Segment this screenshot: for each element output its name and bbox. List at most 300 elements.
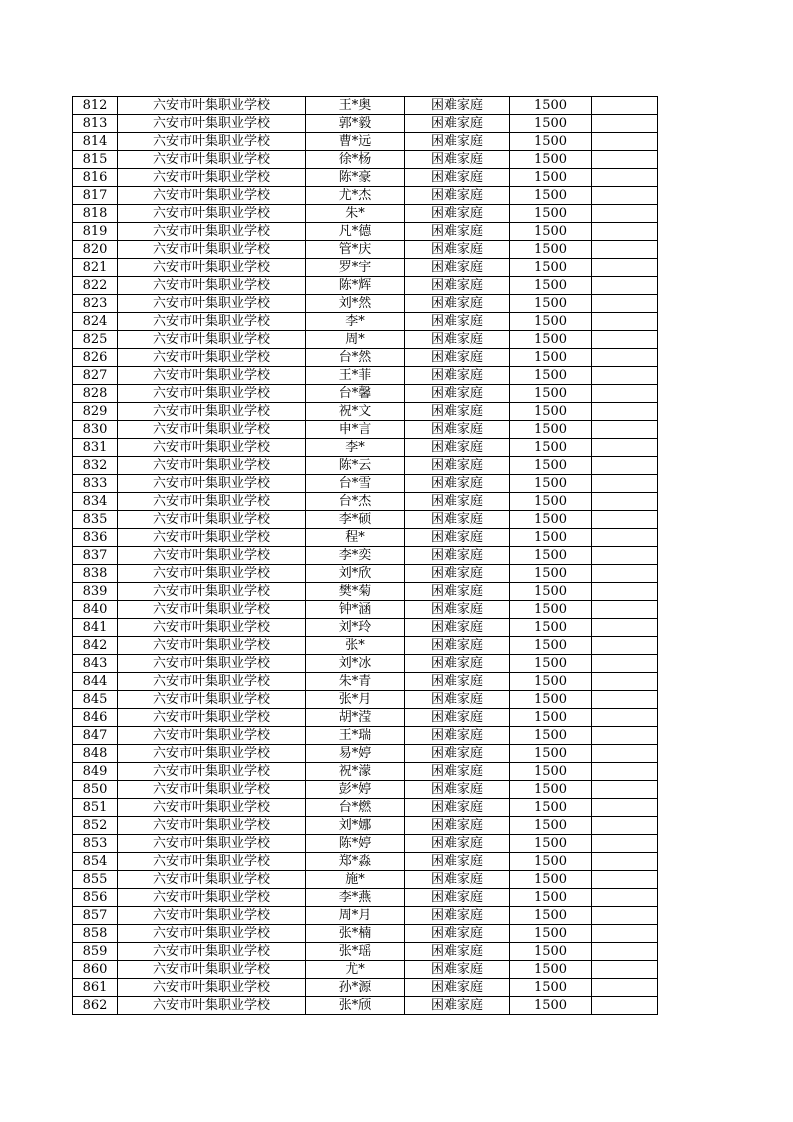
- student-name-cell: 张*月: [306, 691, 405, 709]
- note-cell: [592, 871, 658, 889]
- category-cell: 困难家庭: [405, 493, 510, 511]
- student-name-cell: 刘*玲: [306, 619, 405, 637]
- amount-cell: 1500: [510, 169, 592, 187]
- amount-cell: 1500: [510, 889, 592, 907]
- amount-cell: 1500: [510, 961, 592, 979]
- school-cell: 六安市叶集职业学校: [118, 889, 306, 907]
- note-cell: [592, 421, 658, 439]
- amount-cell: 1500: [510, 763, 592, 781]
- student-name-cell: 朱*: [306, 205, 405, 223]
- table-row: [73, 295, 658, 313]
- note-cell: [592, 115, 658, 133]
- amount-cell: 1500: [510, 277, 592, 295]
- table-row: [73, 709, 658, 727]
- note-cell: [592, 637, 658, 655]
- note-cell: [592, 133, 658, 151]
- student-name-cell: 刘*然: [306, 295, 405, 313]
- school-cell: 六安市叶集职业学校: [118, 115, 306, 133]
- school-cell: 六安市叶集职业学校: [118, 493, 306, 511]
- row-number-cell: 824: [73, 313, 118, 331]
- amount-cell: 1500: [510, 637, 592, 655]
- school-cell: 六安市叶集职业学校: [118, 97, 306, 115]
- row-number-cell: 838: [73, 565, 118, 583]
- amount-cell: 1500: [510, 853, 592, 871]
- row-number-cell: 834: [73, 493, 118, 511]
- student-name-cell: 彭*婷: [306, 781, 405, 799]
- table-row: [73, 529, 658, 547]
- table-row: [73, 817, 658, 835]
- category-cell: 困难家庭: [405, 619, 510, 637]
- school-cell: 六安市叶集职业学校: [118, 853, 306, 871]
- student-name-cell: 尤*: [306, 961, 405, 979]
- amount-cell: 1500: [510, 799, 592, 817]
- table-row: [73, 439, 658, 457]
- amount-cell: 1500: [510, 691, 592, 709]
- row-number-cell: 854: [73, 853, 118, 871]
- table-row: [73, 277, 658, 295]
- note-cell: [592, 673, 658, 691]
- table-row: [73, 421, 658, 439]
- school-cell: 六安市叶集职业学校: [118, 961, 306, 979]
- category-cell: 困难家庭: [405, 529, 510, 547]
- amount-cell: 1500: [510, 403, 592, 421]
- row-number-cell: 841: [73, 619, 118, 637]
- student-name-cell: 台*雪: [306, 475, 405, 493]
- row-number-cell: 829: [73, 403, 118, 421]
- category-cell: 困难家庭: [405, 511, 510, 529]
- student-name-cell: 王*菲: [306, 367, 405, 385]
- category-cell: 困难家庭: [405, 745, 510, 763]
- student-name-cell: 胡*滢: [306, 709, 405, 727]
- note-cell: [592, 259, 658, 277]
- category-cell: 困难家庭: [405, 349, 510, 367]
- student-name-cell: 徐*杨: [306, 151, 405, 169]
- row-number-cell: 821: [73, 259, 118, 277]
- amount-cell: 1500: [510, 385, 592, 403]
- table-row: [73, 205, 658, 223]
- row-number-cell: 817: [73, 187, 118, 205]
- amount-cell: 1500: [510, 565, 592, 583]
- student-name-cell: 台*杰: [306, 493, 405, 511]
- row-number-cell: 826: [73, 349, 118, 367]
- row-number-cell: 825: [73, 331, 118, 349]
- category-cell: 困难家庭: [405, 421, 510, 439]
- amount-cell: 1500: [510, 97, 592, 115]
- row-number-cell: 828: [73, 385, 118, 403]
- row-number-cell: 815: [73, 151, 118, 169]
- category-cell: 困难家庭: [405, 691, 510, 709]
- student-name-cell: 尤*杰: [306, 187, 405, 205]
- row-number-cell: 822: [73, 277, 118, 295]
- row-number-cell: 862: [73, 997, 118, 1015]
- category-cell: 困难家庭: [405, 853, 510, 871]
- amount-cell: 1500: [510, 619, 592, 637]
- school-cell: 六安市叶集职业学校: [118, 817, 306, 835]
- table-row: [73, 583, 658, 601]
- note-cell: [592, 889, 658, 907]
- category-cell: 困难家庭: [405, 295, 510, 313]
- school-cell: 六安市叶集职业学校: [118, 979, 306, 997]
- school-cell: 六安市叶集职业学校: [118, 691, 306, 709]
- table-row: [73, 997, 658, 1015]
- row-number-cell: 861: [73, 979, 118, 997]
- school-cell: 六安市叶集职业学校: [118, 925, 306, 943]
- note-cell: [592, 529, 658, 547]
- school-cell: 六安市叶集职业学校: [118, 745, 306, 763]
- school-cell: 六安市叶集职业学校: [118, 475, 306, 493]
- table-row: [73, 457, 658, 475]
- amount-cell: 1500: [510, 727, 592, 745]
- category-cell: 困难家庭: [405, 331, 510, 349]
- table-row: [73, 799, 658, 817]
- table-row: [73, 727, 658, 745]
- amount-cell: 1500: [510, 493, 592, 511]
- student-name-cell: 陈*辉: [306, 277, 405, 295]
- school-cell: 六安市叶集职业学校: [118, 511, 306, 529]
- table-body: [73, 97, 658, 1015]
- school-cell: 六安市叶集职业学校: [118, 727, 306, 745]
- student-name-cell: 刘*娜: [306, 817, 405, 835]
- category-cell: 困难家庭: [405, 97, 510, 115]
- note-cell: [592, 745, 658, 763]
- category-cell: 困难家庭: [405, 277, 510, 295]
- row-number-cell: 835: [73, 511, 118, 529]
- student-name-cell: 李*燕: [306, 889, 405, 907]
- student-name-cell: 陈*豪: [306, 169, 405, 187]
- row-number-cell: 844: [73, 673, 118, 691]
- note-cell: [592, 313, 658, 331]
- school-cell: 六安市叶集职业学校: [118, 637, 306, 655]
- school-cell: 六安市叶集职业学校: [118, 763, 306, 781]
- category-cell: 困难家庭: [405, 997, 510, 1015]
- student-name-cell: 申*言: [306, 421, 405, 439]
- table-row: [73, 871, 658, 889]
- amount-cell: 1500: [510, 529, 592, 547]
- row-number-cell: 827: [73, 367, 118, 385]
- category-cell: 困难家庭: [405, 169, 510, 187]
- amount-cell: 1500: [510, 205, 592, 223]
- category-cell: 困难家庭: [405, 727, 510, 745]
- amount-cell: 1500: [510, 655, 592, 673]
- category-cell: 困难家庭: [405, 475, 510, 493]
- category-cell: 困难家庭: [405, 187, 510, 205]
- category-cell: 困难家庭: [405, 979, 510, 997]
- amount-cell: 1500: [510, 223, 592, 241]
- student-name-cell: 张*楠: [306, 925, 405, 943]
- school-cell: 六安市叶集职业学校: [118, 529, 306, 547]
- subsidy-table: [72, 96, 658, 1015]
- category-cell: 困难家庭: [405, 205, 510, 223]
- note-cell: [592, 817, 658, 835]
- student-name-cell: 樊*菊: [306, 583, 405, 601]
- note-cell: [592, 547, 658, 565]
- row-number-cell: 839: [73, 583, 118, 601]
- table-row: [73, 655, 658, 673]
- table-row: [73, 313, 658, 331]
- student-name-cell: 张*瑶: [306, 943, 405, 961]
- row-number-cell: 850: [73, 781, 118, 799]
- school-cell: 六安市叶集职业学校: [118, 943, 306, 961]
- table-row: [73, 475, 658, 493]
- table-row: [73, 565, 658, 583]
- row-number-cell: 851: [73, 799, 118, 817]
- student-name-cell: 张*颀: [306, 997, 405, 1015]
- school-cell: 六安市叶集职业学校: [118, 457, 306, 475]
- student-name-cell: 李*: [306, 313, 405, 331]
- table-row: [73, 619, 658, 637]
- school-cell: 六安市叶集职业学校: [118, 835, 306, 853]
- school-cell: 六安市叶集职业学校: [118, 655, 306, 673]
- note-cell: [592, 619, 658, 637]
- note-cell: [592, 331, 658, 349]
- note-cell: [592, 799, 658, 817]
- table-row: [73, 691, 658, 709]
- category-cell: 困难家庭: [405, 871, 510, 889]
- amount-cell: 1500: [510, 781, 592, 799]
- row-number-cell: 845: [73, 691, 118, 709]
- table-row: [73, 97, 658, 115]
- note-cell: [592, 997, 658, 1015]
- note-cell: [592, 439, 658, 457]
- student-name-cell: 郑*淼: [306, 853, 405, 871]
- row-number-cell: 856: [73, 889, 118, 907]
- table-row: [73, 601, 658, 619]
- note-cell: [592, 853, 658, 871]
- table-row: [73, 511, 658, 529]
- category-cell: 困难家庭: [405, 115, 510, 133]
- note-cell: [592, 205, 658, 223]
- school-cell: 六安市叶集职业学校: [118, 547, 306, 565]
- note-cell: [592, 943, 658, 961]
- amount-cell: 1500: [510, 457, 592, 475]
- school-cell: 六安市叶集职业学校: [118, 295, 306, 313]
- amount-cell: 1500: [510, 439, 592, 457]
- note-cell: [592, 709, 658, 727]
- category-cell: 困难家庭: [405, 781, 510, 799]
- table-row: [73, 187, 658, 205]
- category-cell: 困难家庭: [405, 385, 510, 403]
- student-name-cell: 祝*濛: [306, 763, 405, 781]
- amount-cell: 1500: [510, 259, 592, 277]
- table-row: [73, 133, 658, 151]
- table-row: [73, 853, 658, 871]
- student-name-cell: 周*: [306, 331, 405, 349]
- row-number-cell: 816: [73, 169, 118, 187]
- amount-cell: 1500: [510, 709, 592, 727]
- amount-cell: 1500: [510, 295, 592, 313]
- student-name-cell: 王*奥: [306, 97, 405, 115]
- category-cell: 困难家庭: [405, 817, 510, 835]
- row-number-cell: 859: [73, 943, 118, 961]
- table-row: [73, 547, 658, 565]
- amount-cell: 1500: [510, 907, 592, 925]
- student-name-cell: 程*: [306, 529, 405, 547]
- category-cell: 困难家庭: [405, 889, 510, 907]
- category-cell: 困难家庭: [405, 547, 510, 565]
- school-cell: 六安市叶集职业学校: [118, 241, 306, 259]
- table-row: [73, 835, 658, 853]
- school-cell: 六安市叶集职业学校: [118, 331, 306, 349]
- school-cell: 六安市叶集职业学校: [118, 349, 306, 367]
- student-name-cell: 钟*涵: [306, 601, 405, 619]
- category-cell: 困难家庭: [405, 223, 510, 241]
- note-cell: [592, 367, 658, 385]
- amount-cell: 1500: [510, 997, 592, 1015]
- amount-cell: 1500: [510, 871, 592, 889]
- school-cell: 六安市叶集职业学校: [118, 277, 306, 295]
- category-cell: 困难家庭: [405, 439, 510, 457]
- amount-cell: 1500: [510, 187, 592, 205]
- row-number-cell: 820: [73, 241, 118, 259]
- row-number-cell: 833: [73, 475, 118, 493]
- student-name-cell: 刘*欣: [306, 565, 405, 583]
- category-cell: 困难家庭: [405, 241, 510, 259]
- table-row: [73, 169, 658, 187]
- school-cell: 六安市叶集职业学校: [118, 313, 306, 331]
- row-number-cell: 818: [73, 205, 118, 223]
- student-name-cell: 管*庆: [306, 241, 405, 259]
- table-row: [73, 223, 658, 241]
- amount-cell: 1500: [510, 817, 592, 835]
- category-cell: 困难家庭: [405, 403, 510, 421]
- table-row: [73, 943, 658, 961]
- table-row: [73, 961, 658, 979]
- row-number-cell: 843: [73, 655, 118, 673]
- table-row: [73, 637, 658, 655]
- row-number-cell: 860: [73, 961, 118, 979]
- amount-cell: 1500: [510, 925, 592, 943]
- table-row: [73, 349, 658, 367]
- student-name-cell: 周*月: [306, 907, 405, 925]
- note-cell: [592, 457, 658, 475]
- school-cell: 六安市叶集职业学校: [118, 205, 306, 223]
- amount-cell: 1500: [510, 133, 592, 151]
- note-cell: [592, 277, 658, 295]
- note-cell: [592, 727, 658, 745]
- category-cell: 困难家庭: [405, 367, 510, 385]
- category-cell: 困难家庭: [405, 673, 510, 691]
- row-number-cell: 858: [73, 925, 118, 943]
- school-cell: 六安市叶集职业学校: [118, 673, 306, 691]
- category-cell: 困难家庭: [405, 601, 510, 619]
- note-cell: [592, 187, 658, 205]
- school-cell: 六安市叶集职业学校: [118, 169, 306, 187]
- category-cell: 困难家庭: [405, 763, 510, 781]
- table-row: [73, 781, 658, 799]
- table-row: [73, 331, 658, 349]
- student-name-cell: 李*: [306, 439, 405, 457]
- note-cell: [592, 979, 658, 997]
- table-row: [73, 907, 658, 925]
- row-number-cell: 848: [73, 745, 118, 763]
- category-cell: 困难家庭: [405, 655, 510, 673]
- school-cell: 六安市叶集职业学校: [118, 439, 306, 457]
- amount-cell: 1500: [510, 745, 592, 763]
- row-number-cell: 855: [73, 871, 118, 889]
- amount-cell: 1500: [510, 115, 592, 133]
- category-cell: 困难家庭: [405, 925, 510, 943]
- row-number-cell: 837: [73, 547, 118, 565]
- student-name-cell: 李*硕: [306, 511, 405, 529]
- table-row: [73, 493, 658, 511]
- note-cell: [592, 511, 658, 529]
- amount-cell: 1500: [510, 511, 592, 529]
- table-row: [73, 385, 658, 403]
- table-row: [73, 259, 658, 277]
- row-number-cell: 836: [73, 529, 118, 547]
- note-cell: [592, 763, 658, 781]
- row-number-cell: 814: [73, 133, 118, 151]
- note-cell: [592, 169, 658, 187]
- school-cell: 六安市叶集职业学校: [118, 385, 306, 403]
- school-cell: 六安市叶集职业学校: [118, 619, 306, 637]
- school-cell: 六安市叶集职业学校: [118, 367, 306, 385]
- school-cell: 六安市叶集职业学校: [118, 565, 306, 583]
- table-row: [73, 673, 658, 691]
- category-cell: 困难家庭: [405, 835, 510, 853]
- category-cell: 困难家庭: [405, 133, 510, 151]
- school-cell: 六安市叶集职业学校: [118, 151, 306, 169]
- amount-cell: 1500: [510, 547, 592, 565]
- school-cell: 六安市叶集职业学校: [118, 583, 306, 601]
- student-name-cell: 易*婷: [306, 745, 405, 763]
- student-name-cell: 施*: [306, 871, 405, 889]
- note-cell: [592, 961, 658, 979]
- note-cell: [592, 781, 658, 799]
- note-cell: [592, 385, 658, 403]
- note-cell: [592, 925, 658, 943]
- amount-cell: 1500: [510, 943, 592, 961]
- amount-cell: 1500: [510, 151, 592, 169]
- row-number-cell: 853: [73, 835, 118, 853]
- note-cell: [592, 493, 658, 511]
- student-name-cell: 郭*毅: [306, 115, 405, 133]
- table-row: [73, 403, 658, 421]
- note-cell: [592, 97, 658, 115]
- row-number-cell: 847: [73, 727, 118, 745]
- row-number-cell: 819: [73, 223, 118, 241]
- school-cell: 六安市叶集职业学校: [118, 709, 306, 727]
- amount-cell: 1500: [510, 331, 592, 349]
- student-name-cell: 曹*远: [306, 133, 405, 151]
- note-cell: [592, 475, 658, 493]
- table-row: [73, 241, 658, 259]
- note-cell: [592, 565, 658, 583]
- table-row: [73, 925, 658, 943]
- amount-cell: 1500: [510, 601, 592, 619]
- student-name-cell: 罗*宇: [306, 259, 405, 277]
- student-name-cell: 刘*冰: [306, 655, 405, 673]
- table-row: [73, 367, 658, 385]
- note-cell: [592, 223, 658, 241]
- table-row: [73, 745, 658, 763]
- school-cell: 六安市叶集职业学校: [118, 601, 306, 619]
- amount-cell: 1500: [510, 367, 592, 385]
- note-cell: [592, 295, 658, 313]
- student-name-cell: 王*瑞: [306, 727, 405, 745]
- category-cell: 困难家庭: [405, 259, 510, 277]
- category-cell: 困难家庭: [405, 907, 510, 925]
- category-cell: 困难家庭: [405, 709, 510, 727]
- table-row: [73, 763, 658, 781]
- row-number-cell: 823: [73, 295, 118, 313]
- category-cell: 困难家庭: [405, 799, 510, 817]
- category-cell: 困难家庭: [405, 313, 510, 331]
- school-cell: 六安市叶集职业学校: [118, 799, 306, 817]
- row-number-cell: 842: [73, 637, 118, 655]
- amount-cell: 1500: [510, 583, 592, 601]
- school-cell: 六安市叶集职业学校: [118, 223, 306, 241]
